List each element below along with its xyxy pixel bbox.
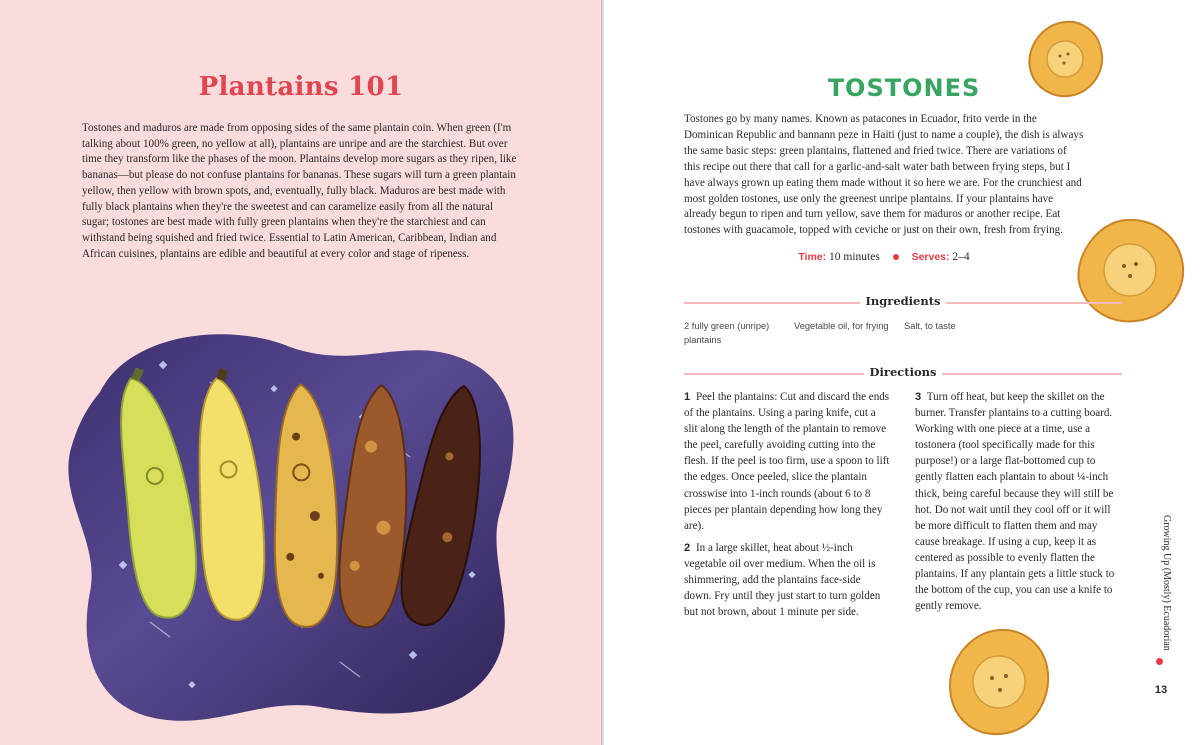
direction-step bbox=[684, 389, 890, 534]
serves-value: 2–4 bbox=[952, 251, 970, 263]
ingredient-item: Salt, to taste bbox=[904, 321, 956, 331]
ingredients-list bbox=[684, 319, 1014, 347]
right-page bbox=[604, 0, 1204, 745]
step-number: 1 bbox=[684, 391, 691, 403]
page-number: 13 bbox=[1154, 684, 1168, 696]
plantain-ripeness-illustration bbox=[60, 322, 530, 730]
step-number: 2 bbox=[684, 541, 691, 554]
time-value: 10 minutes bbox=[829, 251, 880, 263]
plantains-body-text: Tostones and maduros are made from opposing sides of the same plantain coin. When green (I'm talking about 100% green, no yellow at all), plantains are unripe and are the starchiest. But over time they transform like the phases of the moon. Plantains develop more sugars as they ripen, like bananas—but please do not confuse plantains for bananas. These sugars will turn a green plantain yellow, then yellow with brown spots, and, eventually, fully black. Maduros are best made with fully black plantains when they're the sweetest and can caramelize easily from all the natural sugar; tostones are best made with fully green plantains when they're the starchiest and can withstand being squished and fried twice. Essential to Latin American, Caribbean, Indian and African cuisines, plantains are edible and beautiful at every color and stage of ripeness. bbox=[82, 122, 517, 260]
serves-label: Serves: bbox=[911, 251, 950, 263]
recipe-title: TOSTONES bbox=[827, 74, 981, 102]
directions-column-2 bbox=[915, 389, 1121, 620]
directions-column-1 bbox=[684, 389, 890, 626]
directions-heading-row bbox=[684, 367, 1122, 381]
step-text: Peel the plantains: Cut and discard the ends of the plantains. Using a paring knife, cut a slit along the length of the plantain to remove the peel, carefully avoiding cutting into the flesh. If the peel is too firm, use a spoon to lift the edges. Once peeled, slice the plantain crosswise into 1-inch rounds (about 6 to 8 pieces per plantain depending how long they are). bbox=[684, 391, 890, 532]
time-label: Time: bbox=[798, 251, 827, 263]
separator-dot bbox=[893, 254, 899, 260]
step-number: 3 bbox=[915, 391, 922, 403]
ingredient-item: Vegetable oil, for frying bbox=[794, 321, 889, 331]
ingredients-heading: Ingredients bbox=[865, 294, 941, 308]
chapter-side-label: Growing Up (Mostly) Ecuadorian bbox=[1161, 515, 1172, 651]
direction-step bbox=[684, 540, 890, 620]
step-text: Turn off heat, but keep the skillet on the burner. Transfer plantains to a cutting board. Working with one piece at a time, use a tostonera (tool specifically made for this purpose!) or a large flat-bottomed cup to gently flatten each plantain to about ¼-inch thick, being careful because they will still be hot. Do not wait until they cool off or it will be more difficult to flatten them and may cause breakage. If using a cup, keep it as centered as possible to evenly flatten the plantains. If any plantain gets a little stuck to the bottom of the cup, you can use a knife to gently remove. bbox=[915, 391, 1115, 613]
step-text: In a large skillet, heat about ½-inch vegetable oil over medium. When the oil is shimmering, add the plantains face-side down. Fry until they just start to turn golden but not brown, about 1 minute per side. bbox=[684, 541, 881, 619]
side-dot bbox=[1156, 658, 1163, 665]
recipe-intro-text: Tostones go by many names. Known as patacones in Ecuador, frito verde in the Dominican Republic and bannann peze in Haiti (just to name a couple), the dish is always the same basic steps: green plantains, flattened and fried twice. There are variations of this recipe out there that call for a garlic-and-salt water bath between frying steps, but I have always grown up eating them made without it so here we are. For the crunchiest and most golden tostones, use only the greenest unripe plantains. If your plantains have already begun to ripen and turn yellow, save them for maduros or another recipe. Eat tostones with guacamole, topped with ceviche or just on their own, fresh from frying. bbox=[684, 113, 1084, 237]
ingredients-heading-row bbox=[684, 296, 1122, 310]
directions-heading: Directions bbox=[869, 365, 937, 379]
ingredient-item: 2 fully green (unripe) plantains bbox=[684, 321, 770, 345]
page-title-plantains-101: Plantains 101 bbox=[198, 72, 404, 102]
recipe-meta bbox=[604, 251, 1164, 263]
fried-plantain-icon bbox=[944, 622, 1054, 742]
direction-step bbox=[915, 389, 1121, 614]
